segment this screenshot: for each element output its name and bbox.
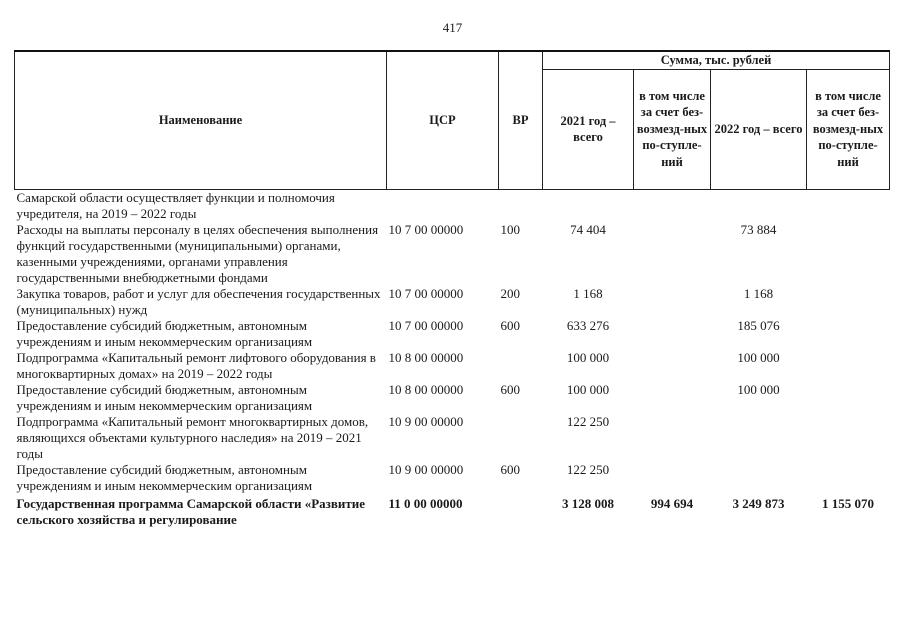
row-vr: 600	[500, 317, 520, 333]
row-2022-total	[711, 189, 807, 222]
row-vr	[499, 350, 543, 382]
row-csr: 10 9 00 00000	[388, 413, 464, 429]
row-2022-total: 3 249 873	[732, 495, 785, 511]
table-row	[15, 414, 890, 462]
header-sum: Сумма, тыс. рублей	[543, 51, 890, 69]
row-name: Подпрограмма «Капитальный ремонт лифтового оборудования в многоквартирных домах» на 2019 – 2022 годы	[16, 349, 376, 381]
table-row	[15, 318, 890, 350]
row-2022-free	[807, 286, 890, 318]
row-vr	[499, 494, 543, 528]
row-name: Подпрограмма «Капитальный ремонт многоквартирных домов, являющихся объектами культурного наследия» на 2019 – 2021 годы	[16, 413, 369, 461]
header-2021-free: в том числе за счет без-возмезд-ных по-ступле-ний	[634, 69, 711, 189]
row-2021-free	[634, 350, 711, 382]
header-name: Наименование	[15, 51, 387, 189]
row-2021-free	[634, 222, 711, 286]
row-2022-total: 185 076	[737, 317, 780, 333]
row-name: Самарской области осуществляет функции и полномочия учредителя, на 2019 – 2022 годы	[16, 189, 335, 221]
row-vr	[499, 414, 543, 462]
row-vr: 200	[500, 285, 520, 301]
row-name: Предоставление субсидий бюджетным, автономным учреждениям и иным некоммерческим организациям	[16, 317, 313, 349]
header-2022-free: в том числе за счет без-возмезд-ных по-ступле-ний	[807, 69, 890, 189]
row-2021-free	[634, 462, 711, 494]
header-csr: ЦСР	[387, 51, 499, 189]
row-2022-total: 1 168	[743, 285, 774, 301]
row-csr: 10 7 00 00000	[388, 285, 464, 301]
row-2022-free	[807, 414, 890, 462]
row-2021-total: 3 128 008	[562, 495, 614, 511]
row-vr	[499, 189, 543, 222]
row-2021-total: 122 250	[566, 461, 610, 477]
budget-table	[14, 50, 890, 528]
row-csr: 11 0 00 00000	[388, 495, 463, 511]
row-2021-total: 74 404	[570, 221, 606, 237]
row-2022-free	[807, 318, 890, 350]
row-vr: 600	[500, 461, 520, 477]
row-name: Предоставление субсидий бюджетным, автономным учреждениям и иным некоммерческим организациям	[16, 461, 313, 493]
row-csr: 10 7 00 00000	[388, 317, 464, 333]
row-2021-free: 994 694	[650, 495, 694, 511]
row-2022-free	[807, 189, 890, 222]
row-csr: 10 9 00 00000	[388, 461, 464, 477]
row-name: Предоставление субсидий бюджетным, автономным учреждениям и иным некоммерческим организациям	[16, 381, 313, 413]
row-2022-free: 1 155 070	[822, 495, 875, 511]
header-2022-total: 2022 год – всего	[711, 69, 807, 189]
row-vr: 100	[500, 221, 520, 237]
row-csr: 10 7 00 00000	[388, 221, 464, 237]
table-row	[15, 286, 890, 318]
row-2022-total	[711, 414, 807, 462]
table-row	[15, 382, 890, 414]
row-2021-total: 122 250	[566, 413, 610, 429]
row-2022-free	[807, 462, 890, 494]
row-2021-free	[634, 286, 711, 318]
table-row	[15, 222, 890, 286]
row-2021-total: 633 276	[566, 317, 610, 333]
row-csr: 10 8 00 00000	[388, 349, 464, 365]
row-2021-total: 100 000	[566, 381, 610, 397]
row-2021-free	[634, 414, 711, 462]
page-number: 417	[442, 20, 463, 35]
row-2022-free	[807, 222, 890, 286]
row-2022-free	[807, 350, 890, 382]
row-2022-total: 100 000	[737, 349, 780, 365]
table-row	[15, 462, 890, 494]
row-csr	[387, 189, 499, 222]
row-2022-total	[711, 462, 807, 494]
row-2021-free	[634, 382, 711, 414]
row-csr: 10 8 00 00000	[388, 381, 464, 397]
row-2022-total: 100 000	[737, 381, 780, 397]
row-2022-total: 73 884	[740, 221, 777, 237]
header-2021-total: 2021 год – всего	[543, 69, 634, 189]
table-row-program	[15, 494, 890, 528]
table-row	[15, 189, 890, 222]
row-2021-total: 100 000	[566, 349, 610, 365]
row-vr: 600	[500, 381, 520, 397]
row-2021-free	[634, 189, 711, 222]
row-name: Государственная программа Самарской области «Развитие сельского хозяйства и регулирование	[16, 495, 366, 527]
row-2021-free	[634, 318, 711, 350]
row-2022-free	[807, 382, 890, 414]
row-2021-total	[543, 189, 634, 222]
row-2021-total: 1 168	[573, 285, 603, 301]
row-name: Закупка товаров, работ и услуг для обеспечения государственных (муниципальных) нужд	[16, 285, 381, 317]
row-name: Расходы на выплаты персоналу в целях обеспечения выполнения функций государственными (муниципальными) органами, казенными учреждениями, органами управления государственными внебюджетными фондами	[16, 221, 379, 285]
table-row	[15, 350, 890, 382]
header-row-top	[15, 51, 890, 69]
header-vr: ВР	[499, 51, 543, 189]
